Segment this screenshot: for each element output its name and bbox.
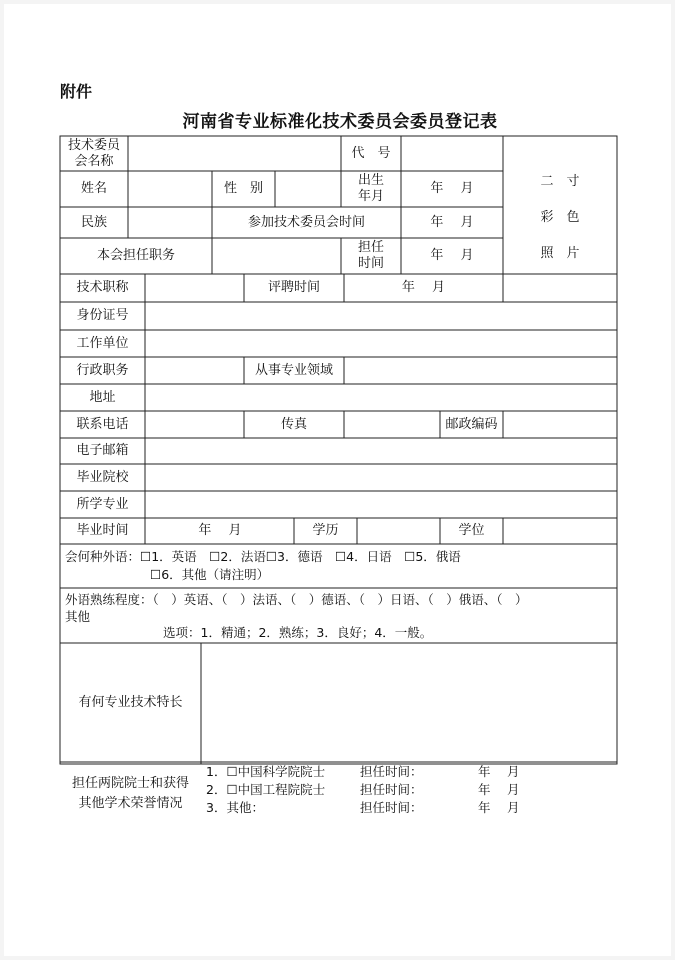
honor-cae-ym[interactable]: 年 月: [478, 782, 520, 797]
ethnicity-field[interactable]: [129, 207, 212, 238]
major-field[interactable]: [146, 491, 616, 518]
education-label: 学历: [312, 523, 339, 538]
honor-other-ym[interactable]: 年 月: [478, 800, 520, 815]
id-number-label: 身份证号: [76, 308, 129, 323]
title-rank-field[interactable]: [146, 274, 244, 302]
degree-label: 学位: [458, 523, 485, 538]
code-field[interactable]: [402, 137, 502, 171]
annex-label: 附件: [60, 82, 93, 101]
photo-placeholder[interactable]: [503, 170, 617, 270]
honor-cas-ym[interactable]: 年 月: [478, 764, 520, 779]
languages-options[interactable]: 会何种外语：☐1．英语 ☐2．法语☐3．德语 ☐4．日语 ☐5．俄语: [65, 549, 461, 564]
field-field[interactable]: [345, 357, 616, 384]
name-field[interactable]: [129, 171, 212, 207]
position-label: 本会担任职务: [96, 248, 175, 263]
fax-label: 传真: [280, 416, 307, 432]
id-number-field[interactable]: [146, 302, 616, 330]
school-label: 毕业院校: [76, 469, 129, 485]
grad-time-ym[interactable]: 年 月: [198, 523, 242, 538]
degree-field[interactable]: [504, 518, 616, 544]
gender-field[interactable]: [276, 171, 341, 207]
hire-time-label: 评聘时间: [267, 280, 320, 295]
field-label: 从事专业领域: [254, 362, 333, 378]
name-label: 姓名: [80, 181, 107, 196]
employer-field[interactable]: [146, 330, 616, 357]
hire-time-ym[interactable]: 年 月: [401, 280, 446, 295]
honors-label: 担任两院院士和获得 其他学术荣誉情况: [71, 776, 189, 811]
education-field[interactable]: [358, 518, 440, 544]
gender-label: 性 别: [223, 181, 263, 196]
birth-label: 出生 年月: [357, 173, 384, 204]
committee-name-label: 技术委员 会名称: [67, 138, 120, 169]
phone-label: 联系电话: [76, 416, 129, 432]
photo-text-3: 照 片: [540, 246, 580, 261]
admin-post-field[interactable]: [146, 357, 244, 384]
postcode-field[interactable]: [504, 411, 616, 438]
honor-cas[interactable]: 1．☐中国科学院院士: [206, 764, 326, 779]
proficiency-line[interactable]: 外语熟练程度：（ ）英语、（ ）法语、（ ）德语、（ ）日语、（ ）俄语、（ ）: [65, 592, 528, 607]
proficiency-other: 其他: [65, 609, 91, 624]
serve-time-ym[interactable]: 年 月: [430, 248, 474, 263]
honor-cas-time-label: 担任时间：: [360, 764, 423, 779]
languages-other[interactable]: ☐6．其他（请注明）: [150, 567, 270, 582]
form-title: 河南省专业标准化技术委员会委员登记表: [182, 112, 498, 132]
join-time-label: 参加技术委员会时间: [247, 214, 365, 230]
serve-time-label: 担任 时间: [357, 240, 384, 271]
position-field[interactable]: [213, 238, 341, 274]
school-field[interactable]: [146, 464, 616, 491]
title-rank-label: 技术职称: [76, 280, 129, 295]
email-label: 电子邮箱: [76, 443, 129, 458]
expertise-field[interactable]: [202, 644, 616, 761]
honor-other[interactable]: 3．其他：: [206, 800, 264, 815]
photo-text-1: 二 寸: [540, 174, 580, 189]
ethnicity-label: 民族: [80, 214, 107, 230]
admin-post-label: 行政职务: [76, 362, 129, 378]
phone-field[interactable]: [146, 411, 244, 438]
committee-name-field[interactable]: [129, 137, 340, 171]
email-field[interactable]: [146, 438, 616, 464]
birth-ym[interactable]: 年 月: [430, 181, 474, 196]
honor-cae[interactable]: 2．☐中国工程院院士: [206, 782, 326, 797]
join-time-ym[interactable]: 年 月: [430, 214, 474, 230]
fax-field[interactable]: [345, 411, 440, 438]
grad-time-label: 毕业时间: [76, 523, 129, 538]
photo-text-2: 彩 色: [540, 210, 580, 225]
employer-label: 工作单位: [76, 335, 129, 351]
proficiency-legend: 选项：1．精通；2．熟练；3．良好；4．一般。: [163, 625, 433, 640]
postcode-label: 邮政编码: [445, 416, 498, 432]
code-label: 代 号: [351, 146, 391, 161]
major-label: 所学专业: [76, 496, 129, 512]
honor-other-time-label: 担任时间：: [360, 800, 423, 815]
address-field[interactable]: [146, 384, 616, 411]
expertise-label: 有何专业技术特长: [78, 694, 183, 710]
honor-cae-time-label: 担任时间：: [360, 782, 423, 797]
address-label: 地址: [89, 389, 116, 405]
